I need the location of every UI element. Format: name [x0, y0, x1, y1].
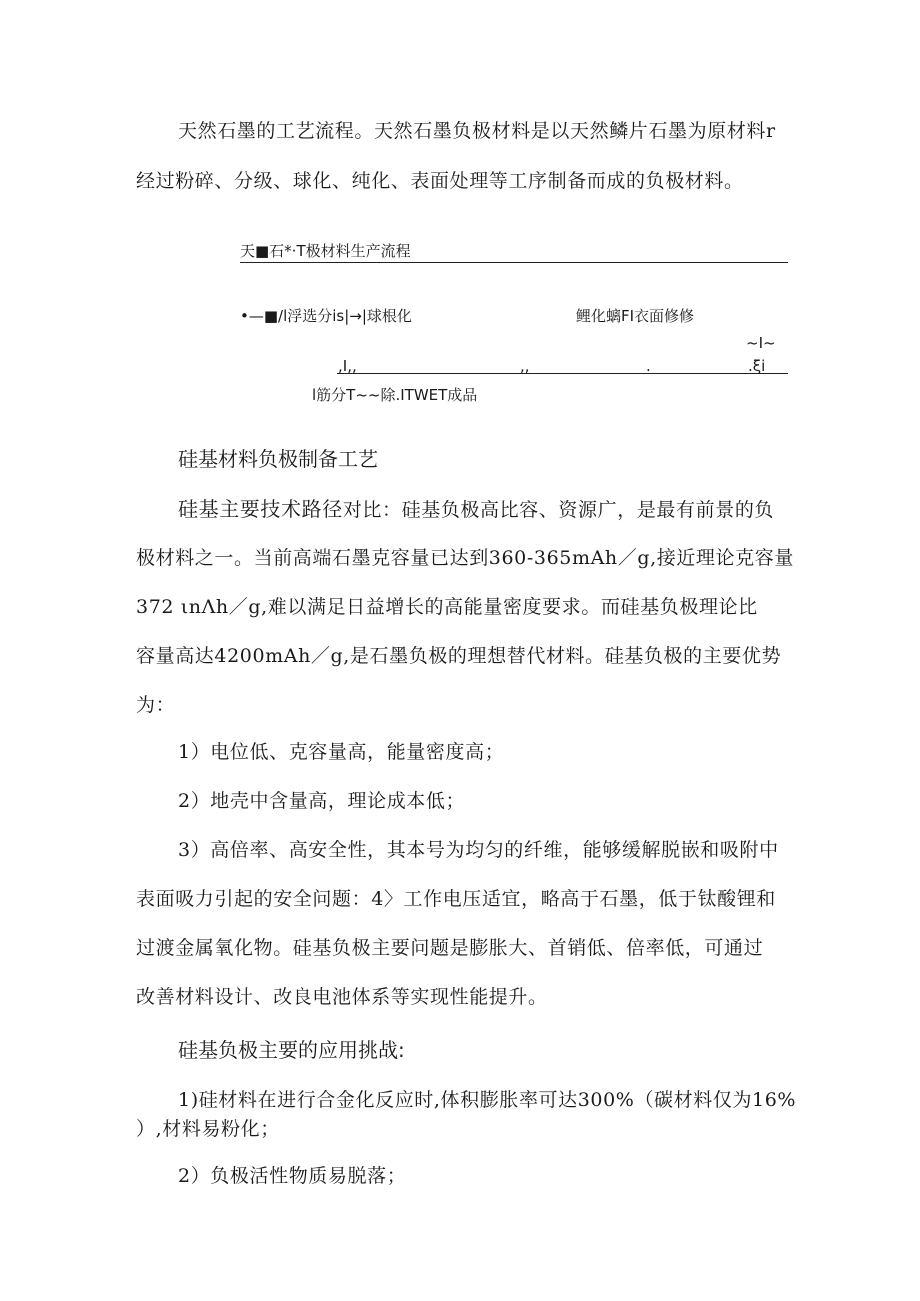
- list-item-1: 1）电位低、克容量高，能量密度高；: [178, 741, 505, 763]
- figure-middle-rule: [337, 373, 788, 374]
- figure-row1-left: •—■/l浮选分is|→|球根化: [240, 307, 412, 325]
- challenge-item-1-line-2: ）,材料易粉化；: [136, 1118, 280, 1140]
- para-line-2: 极材料之一。当前高端石墨克容量已达到360-365mAh／g,接近理论克容量: [136, 547, 794, 569]
- figure-right-bottom-mark: .ξi: [748, 357, 766, 375]
- figure-row3: l筋分T~~除.ITWET成品: [312, 386, 478, 404]
- para-line-4: 容量高达4200mAh／g,是石墨负极的理想替代材料。硅基负极的主要优势: [136, 645, 782, 667]
- list-item-2: 2）地壳中含量高，理论成本低；: [178, 790, 466, 812]
- section-heading-si-anode-process: 硅基材料负极制备工艺: [178, 447, 378, 471]
- figure-dotted-mark-1: ,I,,: [338, 357, 357, 375]
- challenge-item-1-line-1: 1)硅材料在进行合金化反应时,体积膨胀率可达300%（碳材料仅为16%: [178, 1089, 797, 1111]
- para-lead-term: 硅基主要技术路径: [178, 497, 343, 521]
- para-line-1-rest: 对比：硅基负极高比容、资源广，是最有前景的负: [342, 499, 775, 521]
- section-heading-challenges: 硅基负极主要的应用挑战:: [178, 1038, 405, 1062]
- figure-dotted-mark-3: .: [646, 357, 651, 375]
- figure-right-top-mark: ~I~: [746, 334, 776, 352]
- list-item-3-line-3: 过渡金属氧化物。硅基负极主要问题是膨胀大、首销低、倍率低，可通过: [136, 937, 764, 959]
- figure-dotted-mark-2: ,,: [520, 357, 530, 375]
- figure-row1-right: 鲤化螭FI衣面修修: [576, 307, 695, 325]
- list-item-3-line-2: 表面吸力引起的安全问题：4〉工作电压适宜，略高于石墨，低于钛酸锂和: [136, 888, 776, 910]
- para-line-5: 为：: [136, 694, 176, 716]
- list-item-3-line-1: 3）高倍率、高安全性，其本号为均匀的纤维，能够缓解脱嵌和吸附中: [178, 839, 779, 861]
- para-line-1: [178, 493, 774, 526]
- figure-top-rule: [240, 262, 788, 263]
- para-line-3: 372 ιnΛh／g,难以满足日益增长的高能量密度要求。而硅基负极理论比: [136, 596, 758, 618]
- intro-line-2: 经过粉碎、分级、球化、纯化、表面处理等工序制备而成的负极材料。: [136, 170, 744, 192]
- list-item-3-line-4: 改善材料设计、改良电池体系等实现性能提升。: [136, 986, 548, 1008]
- figure-title: 天■石*·T极材料生产流程: [240, 242, 411, 260]
- intro-line-1: 天然石墨的工艺流程。天然石墨负极材料是以天然鳞片石墨为原材料r: [178, 120, 776, 142]
- challenge-item-2: 2）负极活性物质易脱落；: [178, 1165, 407, 1187]
